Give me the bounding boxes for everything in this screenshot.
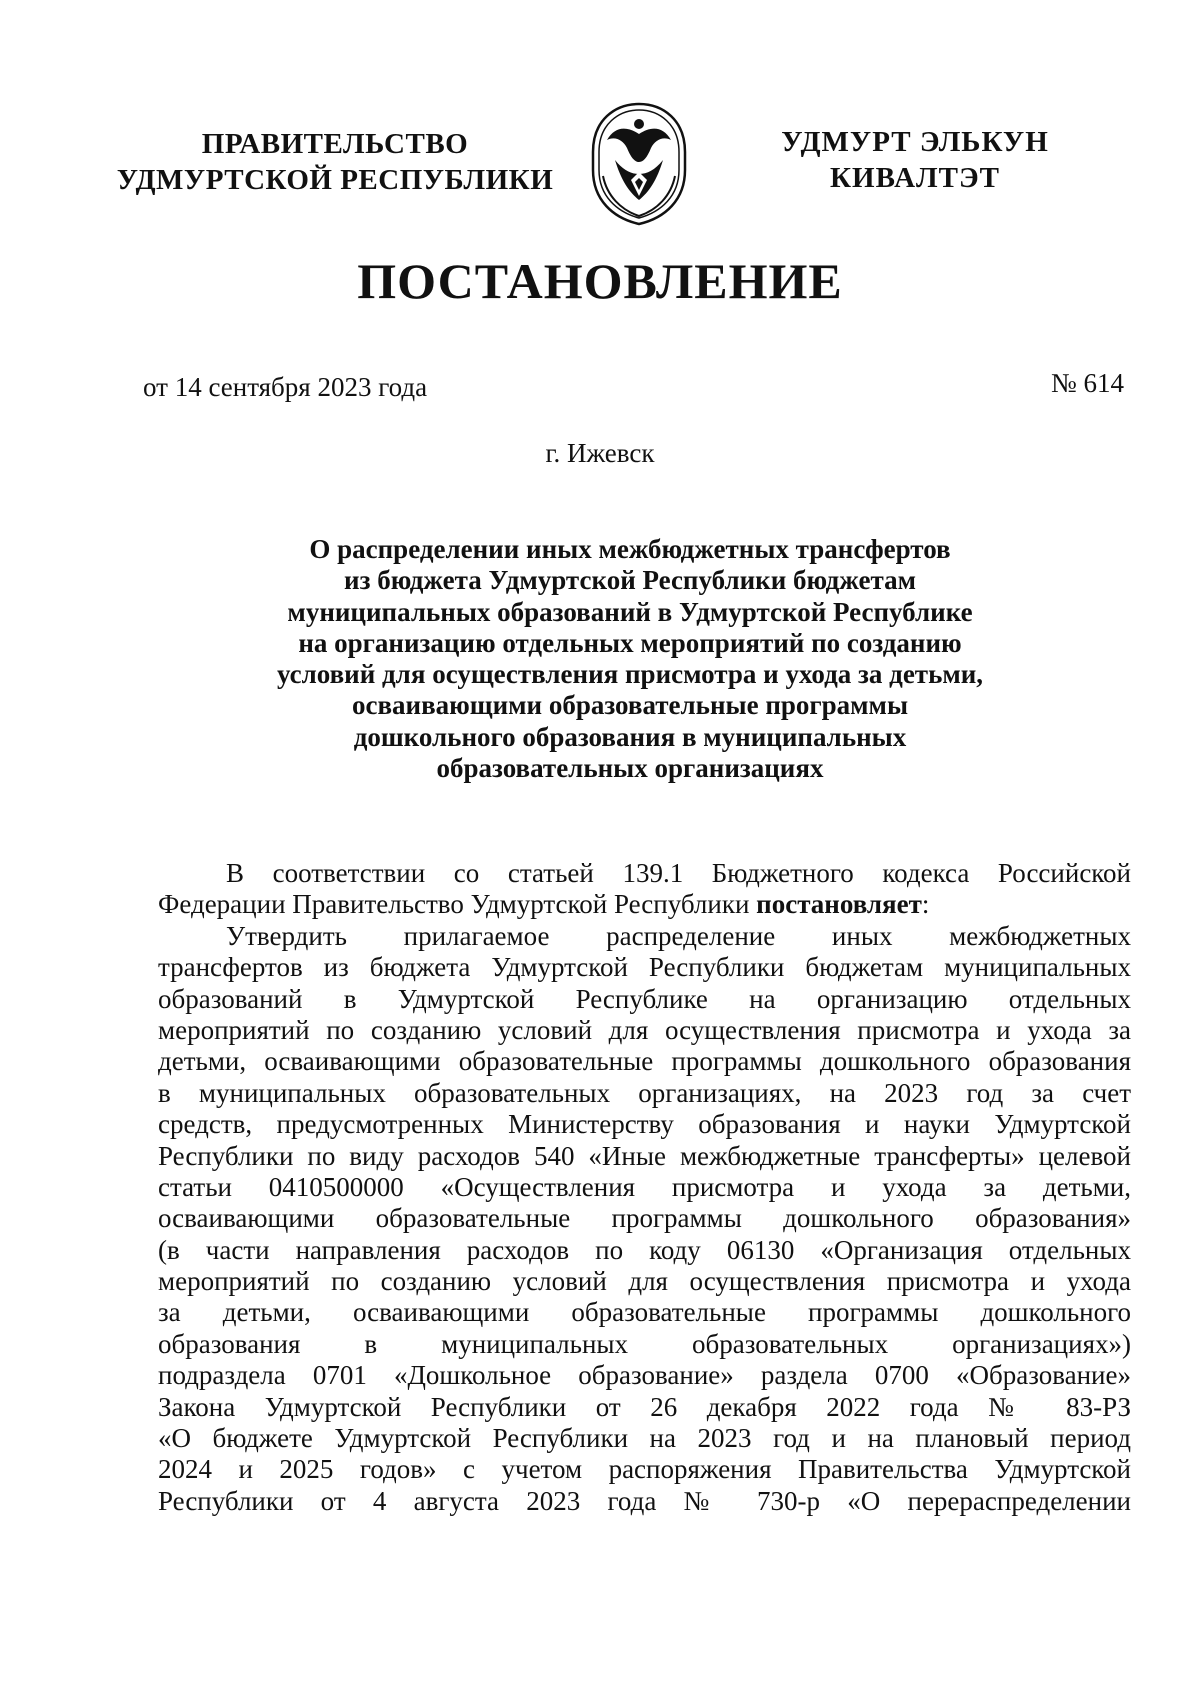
document-number: № 614 bbox=[1050, 368, 1124, 398]
body-line: детьми, осваивающими образовательные программы дошкольного образования bbox=[158, 1046, 1131, 1077]
body-line: Закона Удмуртской Республики от 26 декабря 2022 года № 83-РЗ bbox=[158, 1391, 1131, 1422]
body-text: : bbox=[921, 889, 930, 920]
subject-line: из бюджета Удмуртской Республики бюджетам bbox=[344, 565, 916, 596]
body-line: подраздела 0701 «Дошкольное образование» раздела 0700 «Образование» bbox=[158, 1360, 1131, 1391]
subject-line: условий для осуществления присмотра и ухода за детьми, bbox=[276, 659, 984, 690]
body-line: в муниципальных образовательных организациях, на 2023 год за счет bbox=[158, 1077, 1131, 1108]
government-name-udm-line-1: УДМУРТ ЭЛЬКУН bbox=[781, 126, 1049, 158]
document-subject bbox=[190, 534, 1070, 784]
body-line: Республики от 4 августа 2023 года № 730-р «О перераспределении bbox=[158, 1485, 1131, 1516]
government-name-udmurt bbox=[755, 124, 1075, 196]
body-line: мероприятий по созданию условий для осуществления присмотра и ухода bbox=[158, 1266, 1131, 1297]
body-line: образований в Удмуртской Республике на организацию отдельных bbox=[158, 983, 1131, 1014]
body-text: Федерации Правительство Удмуртской Республики bbox=[158, 889, 757, 920]
body-line: мероприятий по созданию условий для осуществления присмотра и ухода за bbox=[158, 1014, 1131, 1045]
government-name-udm-line-2: КИВАЛТЭТ bbox=[829, 162, 1000, 194]
subject-line: дошкольного образования в муниципальных bbox=[353, 721, 907, 752]
body-line: осваивающими образовательные программы дошкольного образования» bbox=[158, 1203, 1131, 1234]
document-city: г. Ижевск bbox=[545, 438, 655, 468]
body-line: за детьми, осваивающими образовательные программы дошкольного bbox=[158, 1297, 1131, 1328]
body-line: «О бюджете Удмуртской Республики на 2023 год и на плановый период bbox=[158, 1423, 1131, 1454]
government-name-line-2: УДМУРТСКОЙ РЕСПУБЛИКИ bbox=[116, 164, 554, 196]
subject-line: муниципальных образований в Удмуртской Республике bbox=[287, 596, 973, 627]
body-line-preamble-end bbox=[158, 889, 1131, 920]
subject-line: образовательных организациях bbox=[436, 753, 824, 784]
document-date: от 14 сентября 2023 года bbox=[143, 372, 428, 402]
body-line: Утвердить прилагаемое распределение иных межбюджетных bbox=[226, 920, 1131, 951]
body-bold-word: постановляет bbox=[756, 889, 922, 920]
document-body bbox=[158, 858, 1131, 1517]
subject-line: О распределении иных межбюджетных трансфертов bbox=[309, 534, 951, 564]
body-line: средств, предусмотренных Министерству образования и науки Удмуртской bbox=[158, 1109, 1131, 1140]
body-line: 2024 и 2025 годов» с учетом распоряжения Правительства Удмуртской bbox=[158, 1454, 1131, 1485]
body-line: (в части направления расходов по коду 06130 «Организация отдельных bbox=[158, 1234, 1131, 1265]
government-name-line-1: ПРАВИТЕЛЬСТВО bbox=[201, 128, 469, 160]
subject-line: осваивающими образовательные программы bbox=[351, 690, 909, 721]
body-line: трансфертов из бюджета Удмуртской Республики бюджетам муниципальных bbox=[158, 952, 1131, 983]
body-line: образования в муниципальных образовательных организациях») bbox=[158, 1328, 1131, 1359]
body-line: В соответствии со статьей 139.1 Бюджетного кодекса Российской bbox=[226, 858, 1131, 888]
body-line: статьи 0410500000 «Осуществления присмотра и ухода за детьми, bbox=[158, 1171, 1131, 1202]
government-name-russian bbox=[110, 126, 560, 198]
document-type-title: ПОСТАНОВЛЕНИЕ bbox=[357, 253, 843, 309]
subject-line: на организацию отдельных мероприятий по созданию bbox=[298, 627, 962, 658]
udmurt-coat-of-arms-icon bbox=[585, 100, 693, 228]
body-line: Республики по виду расходов 540 «Иные межбюджетные трансферты» целевой bbox=[158, 1140, 1131, 1171]
